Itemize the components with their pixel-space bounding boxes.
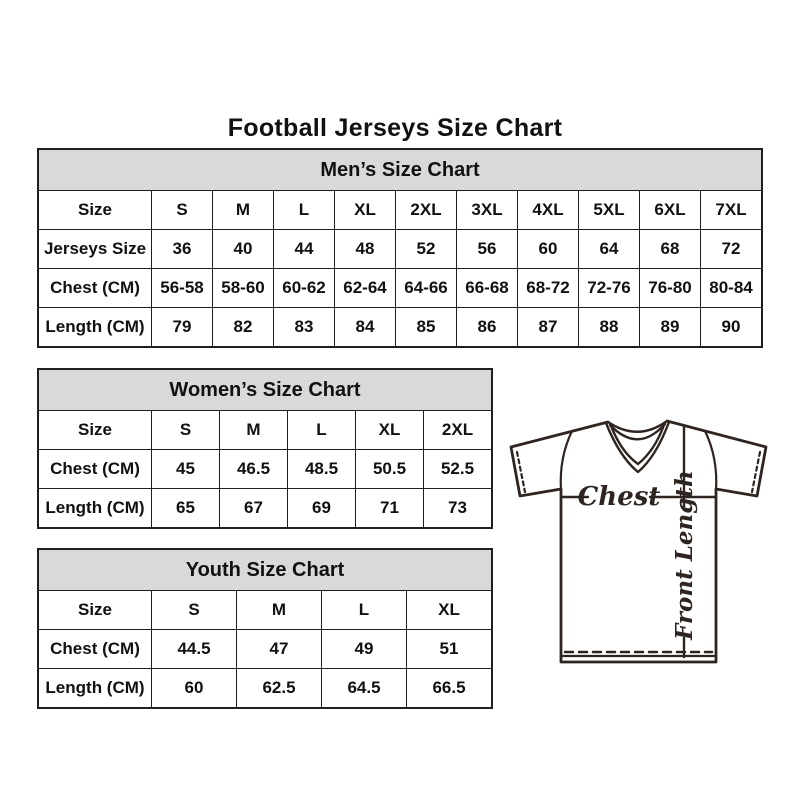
cell: 6XL bbox=[639, 191, 700, 229]
youth-size-table bbox=[37, 548, 493, 709]
cell: L bbox=[287, 411, 355, 449]
mens-size-table bbox=[37, 148, 763, 348]
cell: 52.5 bbox=[423, 450, 491, 488]
table-row bbox=[39, 449, 491, 488]
cell: 68-72 bbox=[517, 269, 578, 307]
cell: 66.5 bbox=[406, 669, 491, 707]
cell: 44.5 bbox=[151, 630, 236, 668]
table-row bbox=[39, 668, 491, 707]
table-row bbox=[39, 307, 761, 346]
cell: 56 bbox=[456, 230, 517, 268]
cell: 79 bbox=[151, 308, 212, 346]
cell: 56-58 bbox=[151, 269, 212, 307]
cell: 67 bbox=[219, 489, 287, 527]
row-label: Size bbox=[77, 200, 113, 219]
chest-label: Chest bbox=[577, 482, 661, 512]
cell: XL bbox=[355, 411, 423, 449]
cell: 90 bbox=[700, 308, 761, 346]
cell: 45 bbox=[151, 450, 219, 488]
cell: 36 bbox=[151, 230, 212, 268]
table-row bbox=[39, 488, 491, 527]
cell: 62.5 bbox=[236, 669, 321, 707]
table-row bbox=[39, 629, 491, 668]
womens-size-table bbox=[37, 368, 493, 529]
cell: 52 bbox=[395, 230, 456, 268]
cell: 64.5 bbox=[321, 669, 406, 707]
cell: 66-68 bbox=[456, 269, 517, 307]
cell: 72 bbox=[700, 230, 761, 268]
table-header: Men’s Size Chart bbox=[39, 150, 761, 191]
cell: M bbox=[219, 411, 287, 449]
row-label: Chest (CM) bbox=[50, 278, 140, 297]
row-label: Length (CM) bbox=[45, 317, 145, 336]
cell: 48 bbox=[334, 230, 395, 268]
table-row bbox=[39, 411, 491, 449]
cell: 87 bbox=[517, 308, 578, 346]
cell: 60 bbox=[517, 230, 578, 268]
cell: 47 bbox=[236, 630, 321, 668]
cell: 88 bbox=[578, 308, 639, 346]
cell: 50.5 bbox=[355, 450, 423, 488]
row-label: Length (CM) bbox=[45, 678, 145, 697]
cell: S bbox=[151, 591, 236, 629]
jersey-body-outline bbox=[511, 421, 766, 662]
cell: 69 bbox=[287, 489, 355, 527]
cell: 40 bbox=[212, 230, 273, 268]
row-label: Jerseys Size bbox=[43, 239, 147, 258]
cell: 82 bbox=[212, 308, 273, 346]
table-row bbox=[39, 591, 491, 629]
cell: 65 bbox=[151, 489, 219, 527]
cell: 5XL bbox=[578, 191, 639, 229]
cell: 60 bbox=[151, 669, 236, 707]
cell: 58-60 bbox=[212, 269, 273, 307]
row-label: Chest (CM) bbox=[50, 459, 140, 478]
jersey-diagram bbox=[500, 406, 778, 672]
cell: 72-76 bbox=[578, 269, 639, 307]
cell: 44 bbox=[273, 230, 334, 268]
jersey-diagram-icon bbox=[500, 406, 778, 672]
row-label: Size bbox=[77, 600, 113, 619]
cell: 85 bbox=[395, 308, 456, 346]
cell: 89 bbox=[639, 308, 700, 346]
cell: M bbox=[236, 591, 321, 629]
cell: 80-84 bbox=[700, 269, 761, 307]
cell: 64 bbox=[578, 230, 639, 268]
cell: 2XL bbox=[423, 411, 491, 449]
table-row bbox=[39, 191, 761, 229]
cell: 51 bbox=[406, 630, 491, 668]
cell: 60-62 bbox=[273, 269, 334, 307]
cell: 71 bbox=[355, 489, 423, 527]
cell: 46.5 bbox=[219, 450, 287, 488]
cell: XL bbox=[406, 591, 491, 629]
cell: 83 bbox=[273, 308, 334, 346]
cell: 4XL bbox=[517, 191, 578, 229]
row-label: Length (CM) bbox=[45, 498, 145, 517]
cell: 3XL bbox=[456, 191, 517, 229]
cell: M bbox=[212, 191, 273, 229]
row-label: Chest (CM) bbox=[50, 639, 140, 658]
cell: 84 bbox=[334, 308, 395, 346]
cell: 7XL bbox=[700, 191, 761, 229]
cell: S bbox=[151, 411, 219, 449]
cell: L bbox=[273, 191, 334, 229]
cell: L bbox=[321, 591, 406, 629]
table-row bbox=[39, 268, 761, 307]
row-label: Size bbox=[77, 420, 113, 439]
cell: 49 bbox=[321, 630, 406, 668]
cell: 62-64 bbox=[334, 269, 395, 307]
cell: 86 bbox=[456, 308, 517, 346]
cell: 76-80 bbox=[639, 269, 700, 307]
table-header: Youth Size Chart bbox=[39, 550, 491, 591]
cell: 64-66 bbox=[395, 269, 456, 307]
cell: 48.5 bbox=[287, 450, 355, 488]
cell: XL bbox=[334, 191, 395, 229]
table-header: Women’s Size Chart bbox=[39, 370, 491, 411]
cell: 73 bbox=[423, 489, 491, 527]
jersey-collar bbox=[606, 421, 669, 472]
front-length-label: Front Length bbox=[671, 470, 698, 640]
table-row bbox=[39, 229, 761, 268]
cell: S bbox=[151, 191, 212, 229]
cell: 2XL bbox=[395, 191, 456, 229]
page-title: Football Jerseys Size Chart bbox=[227, 113, 563, 142]
cell: 68 bbox=[639, 230, 700, 268]
